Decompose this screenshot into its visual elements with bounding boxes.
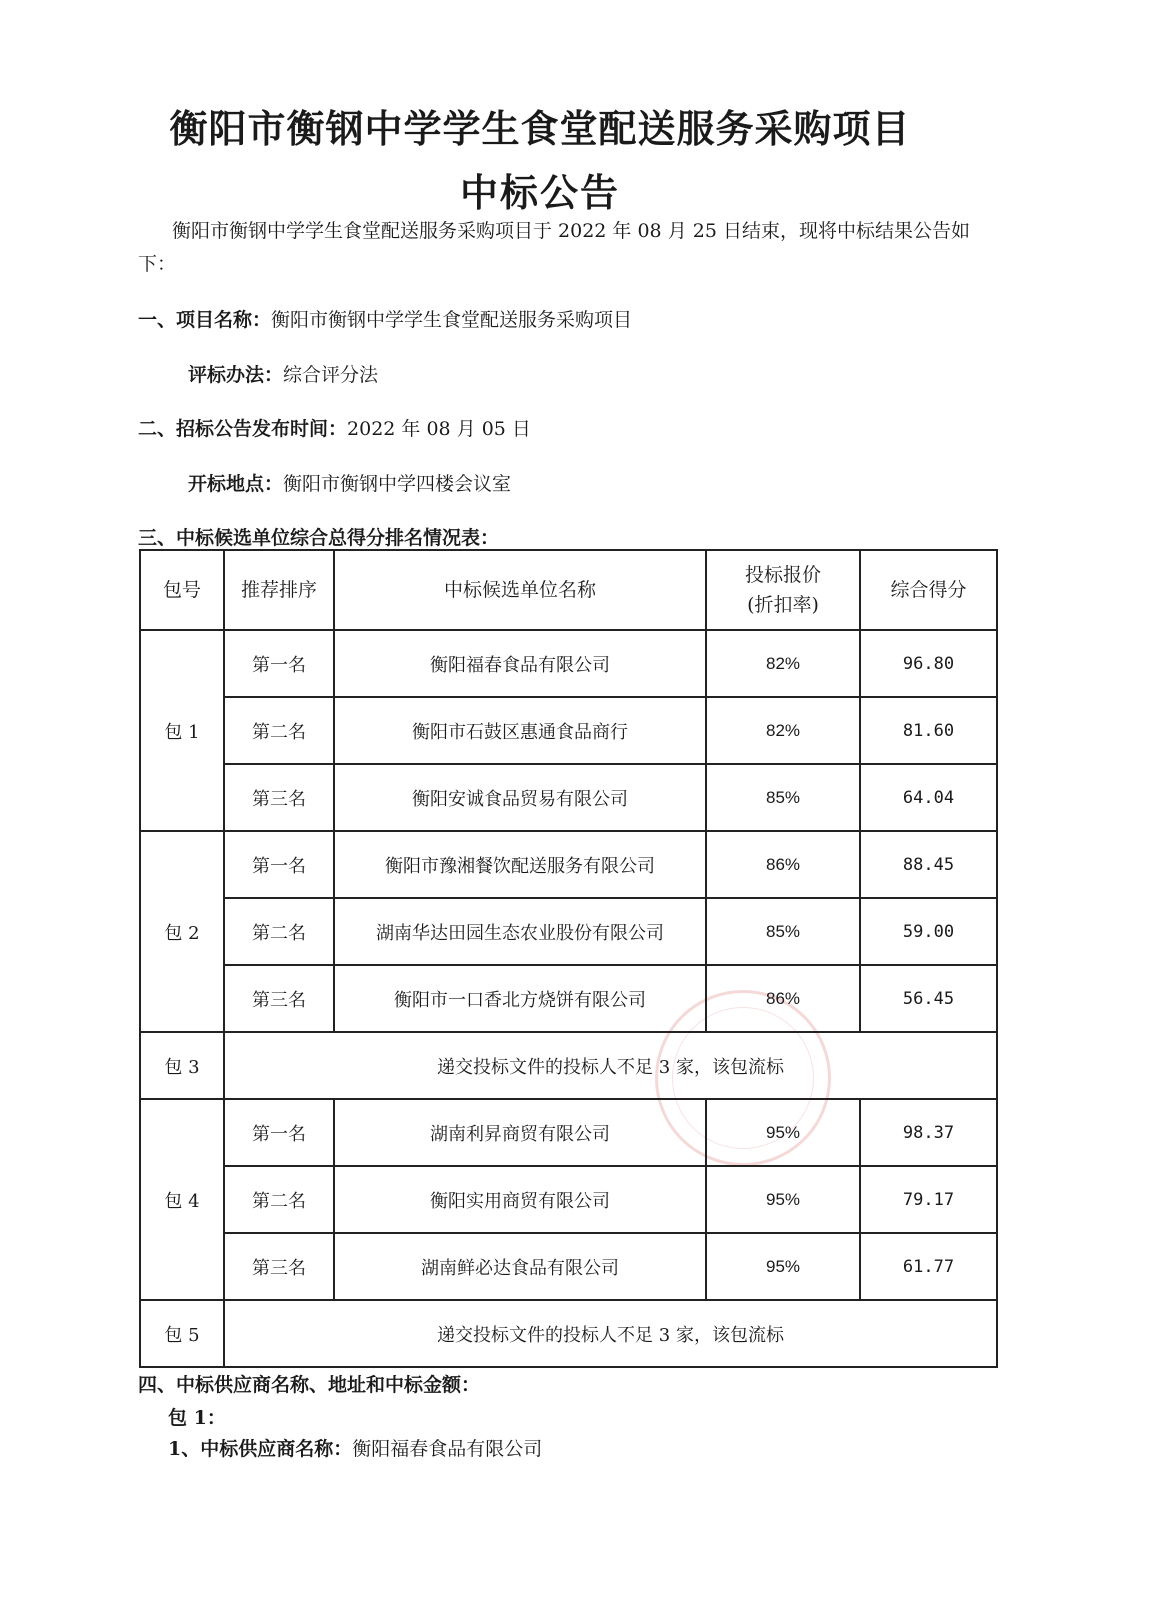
company-cell: 衡阳福春食品有限公司 [334,630,706,697]
package1-label: 包 1： [168,1407,226,1429]
table-row [140,630,997,697]
company-cell: 衡阳市一口香北方烧饼有限公司 [334,965,706,1032]
eval-method-value: 综合评分法 [283,364,379,386]
document-subtitle: 中标公告 [459,170,620,215]
score-cell: 79.17 [860,1166,997,1233]
table-row [140,697,997,764]
table-row [140,1032,997,1099]
publish-date-line [138,414,531,441]
candidate-ranking-table [139,549,998,1368]
score-cell: 64.04 [860,764,997,831]
rate-cell: 82% [706,697,860,764]
table-row [140,1099,997,1166]
package-cell: 包 4 [140,1099,224,1300]
rate-cell: 86% [706,965,860,1032]
package-cell: 包 2 [140,831,224,1032]
eval-method-line [188,360,378,387]
header-bid-rate: 投标报价 (折扣率) [706,550,860,630]
table-row [140,764,997,831]
section3-heading: 三、中标候选单位综合总得分排名情况表： [138,527,500,549]
intro-paragraph: 衡阳市衡钢中学学生食堂配送服务采购项目于 2022 年 08 月 25 日结束，现将中标结果公告如下： [138,220,970,275]
supplier-label: 1、中标供应商名称： [168,1438,353,1460]
score-cell: 88.45 [860,831,997,898]
company-cell: 衡阳市石鼓区惠通食品商行 [334,697,706,764]
rate-cell: 85% [706,764,860,831]
rank-cell: 第三名 [224,764,334,831]
rate-cell: 85% [706,898,860,965]
publish-date-label: 二、招标公告发布时间： [138,418,348,440]
rank-cell: 第一名 [224,831,334,898]
header-company: 中标候选单位名称 [334,550,706,630]
rank-cell: 第二名 [224,898,334,965]
project-name-line [138,305,632,332]
venue-line [188,469,511,496]
rate-cell: 95% [706,1233,860,1300]
rate-cell: 95% [706,1099,860,1166]
header-rank: 推荐排序 [224,550,334,630]
company-cell: 湖南利昇商贸有限公司 [334,1099,706,1166]
score-cell: 56.45 [860,965,997,1032]
project-name-label: 一、项目名称： [138,309,272,331]
company-cell: 衡阳安诚食品贸易有限公司 [334,764,706,831]
venue-value: 衡阳市衡钢中学四楼会议室 [283,473,512,495]
table-row [140,831,997,898]
failed-bid-note: 递交投标文件的投标人不足 3 家，该包流标 [224,1032,997,1099]
company-cell: 湖南鲜必达食品有限公司 [334,1233,706,1300]
company-cell: 衡阳实用商贸有限公司 [334,1166,706,1233]
table-row [140,1300,997,1367]
document-title: 衡阳市衡钢中学学生食堂配送服务采购项目 [169,106,911,151]
table-header-row [140,550,997,630]
score-cell: 98.37 [860,1099,997,1166]
supplier-value: 衡阳福春食品有限公司 [352,1438,543,1460]
company-cell: 湖南华达田园生态农业股份有限公司 [334,898,706,965]
score-cell: 96.80 [860,630,997,697]
rank-cell: 第三名 [224,965,334,1032]
table-row [140,1166,997,1233]
venue-label: 开标地点： [188,473,284,495]
score-cell: 59.00 [860,898,997,965]
rate-cell: 86% [706,831,860,898]
rate-cell: 95% [706,1166,860,1233]
table-row [140,1233,997,1300]
publish-date-value: 2022 年 08 月 05 日 [347,418,531,440]
supplier-line [168,1434,542,1461]
score-cell: 61.77 [860,1233,997,1300]
package-cell: 包 5 [140,1300,224,1367]
table-row [140,965,997,1032]
rank-cell: 第一名 [224,1099,334,1166]
section4-heading: 四、中标供应商名称、地址和中标金额： [138,1374,481,1396]
package-cell: 包 3 [140,1032,224,1099]
project-name-value: 衡阳市衡钢中学学生食堂配送服务采购项目 [271,309,633,331]
table-row [140,898,997,965]
company-cell: 衡阳市豫湘餐饮配送服务有限公司 [334,831,706,898]
rank-cell: 第一名 [224,630,334,697]
eval-method-label: 评标办法： [188,364,284,386]
rank-cell: 第三名 [224,1233,334,1300]
rate-cell: 82% [706,630,860,697]
failed-bid-note: 递交投标文件的投标人不足 3 家，该包流标 [224,1300,997,1367]
header-score: 综合得分 [860,550,997,630]
rank-cell: 第二名 [224,697,334,764]
score-cell: 81.60 [860,697,997,764]
header-package: 包号 [140,550,224,630]
package-cell: 包 1 [140,630,224,831]
rank-cell: 第二名 [224,1166,334,1233]
